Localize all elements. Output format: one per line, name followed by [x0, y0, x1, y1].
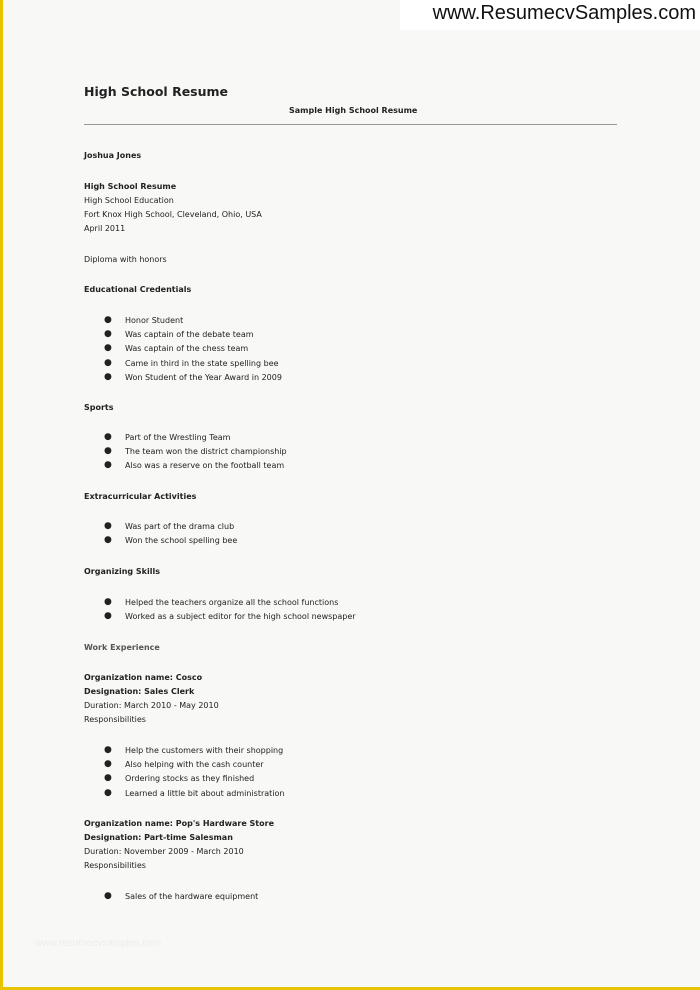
- education-line: High School Education: [84, 196, 174, 205]
- job1-org: Organization name: Cosco: [84, 673, 203, 682]
- bullet-icon: ●: [104, 787, 112, 798]
- bullet-icon: ●: [104, 773, 112, 784]
- job2-duration: Duration: November 2009 - March 2010: [84, 847, 244, 856]
- list-item-text: Also was a reserve on the football team: [125, 461, 285, 471]
- list-item-text: Part of the Wrestling Team: [125, 433, 231, 442]
- list-item-text: Ordering stocks as they finished: [125, 774, 255, 784]
- bullet-icon: ●: [104, 891, 112, 901]
- job1-duration: Duration: March 2010 - May 2010: [84, 701, 219, 710]
- bullet-icon: ●: [104, 521, 112, 531]
- date-line: April 2011: [84, 224, 126, 233]
- bullet-icon: ●: [104, 597, 112, 607]
- list-item-text: Was captain of the debate team: [125, 330, 254, 340]
- site-watermark: www.ResumecvSamples.com: [400, 0, 700, 30]
- bullet-icon: ●: [104, 329, 112, 340]
- list-item-text: Help the customers with their shopping: [125, 746, 284, 755]
- bullet-icon: ●: [104, 611, 112, 622]
- bullet-icon: ●: [104, 446, 112, 457]
- bullet-icon: ●: [104, 315, 112, 325]
- list-item-text: Helped the teachers organize all the school functions: [125, 598, 339, 607]
- job1-designation: Designation: Sales Clerk: [84, 687, 195, 696]
- section-heading-organizing: Organizing Skills: [84, 567, 160, 576]
- bullet-icon: ●: [104, 745, 112, 755]
- job2-org: Organization name: Pop's Hardware Store: [84, 819, 274, 828]
- bullet-icon: ●: [104, 371, 112, 382]
- page-subtitle: Sample High School Resume: [289, 106, 418, 115]
- list-item-text: The team won the district championship: [125, 447, 287, 457]
- bullet-icon: ●: [104, 460, 112, 471]
- list-item-text: Sales of the hardware equipment: [125, 892, 259, 901]
- section-heading-extracurricular: Extracurricular Activities: [84, 492, 197, 501]
- list-item-text: Was captain of the chess team: [125, 344, 249, 354]
- list-item-text: Won Student of the Year Award in 2009: [125, 372, 282, 382]
- job1-responsibilities: Responsibilities: [84, 715, 146, 724]
- list-item-text: Honor Student: [125, 316, 184, 325]
- section-heading-work: Work Experience: [84, 643, 160, 652]
- bullet-icon: ●: [104, 357, 112, 368]
- footer-watermark: www.resumecvsamples.com: [35, 938, 162, 949]
- list-item-text: Also helping with the cash counter: [125, 760, 264, 770]
- divider: [84, 124, 617, 125]
- list-item-text: Learned a little bit about administration: [125, 788, 285, 798]
- header-heading: High School Resume: [84, 182, 177, 191]
- page-title: High School Resume: [84, 84, 229, 99]
- job2-responsibilities: Responsibilities: [84, 861, 146, 870]
- bullet-icon: ●: [104, 759, 112, 770]
- list-item-text: Was part of the drama club: [125, 522, 235, 531]
- list-item-text: Won the school spelling bee: [125, 536, 238, 546]
- list-item-text: Came in third in the state spelling bee: [125, 358, 279, 368]
- bullet-icon: ●: [104, 432, 112, 442]
- diploma-line: Diploma with honors: [84, 255, 167, 264]
- candidate-name: Joshua Jones: [84, 151, 142, 160]
- bullet-icon: ●: [104, 343, 112, 354]
- section-heading-education: Educational Credentials: [84, 285, 192, 294]
- bullet-icon: ●: [104, 535, 112, 546]
- list-item-text: Worked as a subject editor for the high school newspaper: [125, 612, 356, 622]
- job2-designation: Designation: Part-time Salesman: [84, 833, 233, 842]
- school-line: Fort Knox High School, Cleveland, Ohio, USA: [84, 210, 262, 219]
- section-heading-sports: Sports: [84, 403, 114, 412]
